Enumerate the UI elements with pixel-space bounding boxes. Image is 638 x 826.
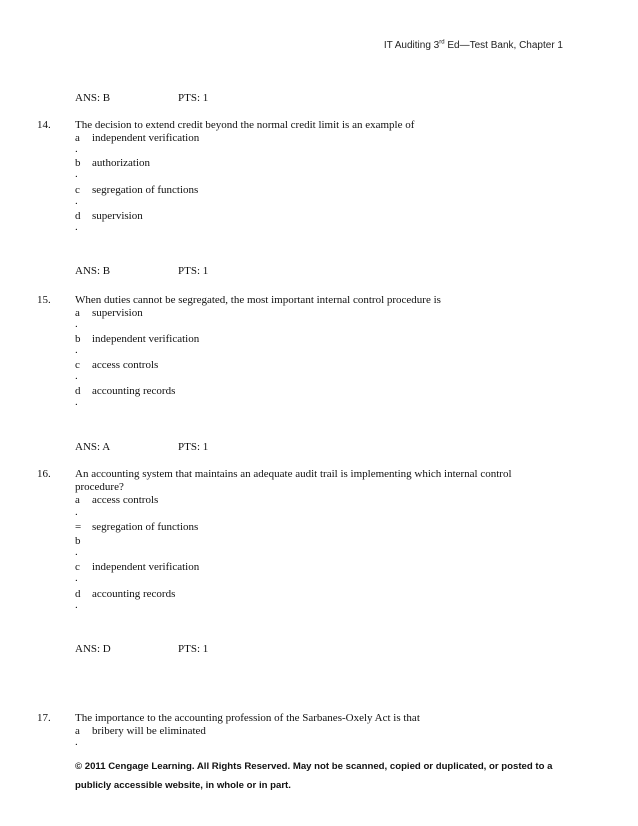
- option-text: accounting records: [92, 385, 176, 397]
- option-text: access controls: [92, 494, 159, 506]
- question-number: 16.: [37, 468, 51, 480]
- option-letter: =: [75, 521, 82, 533]
- question-text: When duties cannot be segregated, the most important internal control procedure is: [75, 294, 441, 306]
- option-letter: d: [75, 385, 81, 397]
- option-letter: c: [75, 359, 80, 371]
- option-letter: b: [75, 333, 81, 345]
- separator-dot: .: [75, 168, 78, 180]
- option-text: independent verification: [92, 333, 200, 345]
- option-text: supervision: [92, 210, 143, 222]
- question-number: 14.: [37, 119, 51, 131]
- option-text: independent verification: [92, 132, 200, 144]
- answer-label: ANS: A: [75, 441, 111, 453]
- option-text: accounting records: [92, 588, 176, 600]
- answer-line: [75, 92, 209, 104]
- option-text: independent verification: [92, 561, 200, 573]
- header-title-sup: rd: [439, 39, 445, 46]
- points-label: PTS: 1: [178, 265, 209, 277]
- header-title-pre: IT Auditing 3: [383, 40, 440, 51]
- option-letter: a: [75, 307, 80, 319]
- separator-dot: .: [75, 318, 78, 330]
- option-text: segregation of functions: [92, 521, 199, 533]
- separator-dot: .: [75, 195, 78, 207]
- option-text: authorization: [92, 157, 151, 169]
- option-letter: a: [75, 132, 80, 144]
- separator-dot: .: [75, 143, 78, 155]
- option-letter: d: [75, 588, 81, 600]
- separator-dot: .: [75, 396, 78, 408]
- answer-line: [75, 643, 209, 655]
- separator-dot: .: [75, 344, 78, 356]
- option-text: supervision: [92, 307, 143, 319]
- answer-line: [75, 265, 209, 277]
- question-number: 15.: [37, 294, 51, 306]
- separator-dot: .: [75, 736, 78, 748]
- separator-dot: .: [75, 370, 78, 382]
- separator-dot: .: [75, 546, 78, 558]
- option-text: segregation of functions: [92, 184, 199, 196]
- question-number: 17.: [37, 712, 51, 724]
- separator-dot: .: [75, 506, 78, 518]
- option-letter: c: [75, 184, 80, 196]
- points-label: PTS: 1: [178, 643, 209, 655]
- separator-dot: .: [75, 599, 78, 611]
- question-text: The importance to the accounting profession of the Sarbanes-Oxely Act is that: [75, 712, 420, 724]
- answer-line: [75, 441, 209, 453]
- separator-dot: .: [75, 221, 78, 233]
- option-text: access controls: [92, 359, 159, 371]
- answer-label: ANS: D: [75, 643, 111, 655]
- question-text: The decision to extend credit beyond the normal credit limit is an example of: [75, 119, 415, 131]
- option-letter: c: [75, 561, 80, 573]
- option-letter: b: [75, 157, 81, 169]
- option-letter: a: [75, 725, 80, 737]
- points-label: PTS: 1: [178, 441, 209, 453]
- points-label: PTS: 1: [178, 92, 209, 104]
- question-text: An accounting system that maintains an adequate audit trail is implementing which internal control procedure?: [75, 468, 512, 493]
- separator-dot: .: [75, 572, 78, 584]
- option-letter: d: [75, 210, 81, 222]
- page-header: [384, 40, 563, 51]
- option-text: bribery will be eliminated: [92, 725, 206, 737]
- answer-label: ANS: B: [75, 92, 111, 104]
- header-title-post: Ed—Test Bank, Chapter 1: [444, 40, 563, 51]
- option-letter: a: [75, 494, 80, 506]
- copyright-footer: © 2011 Cengage Learning. All Rights Reserved. May not be scanned, copied or duplicated, or posted to a publicly accessible website, in whole or in part.: [75, 761, 553, 791]
- answer-label: ANS: B: [75, 265, 111, 277]
- option-letter: b: [75, 535, 81, 547]
